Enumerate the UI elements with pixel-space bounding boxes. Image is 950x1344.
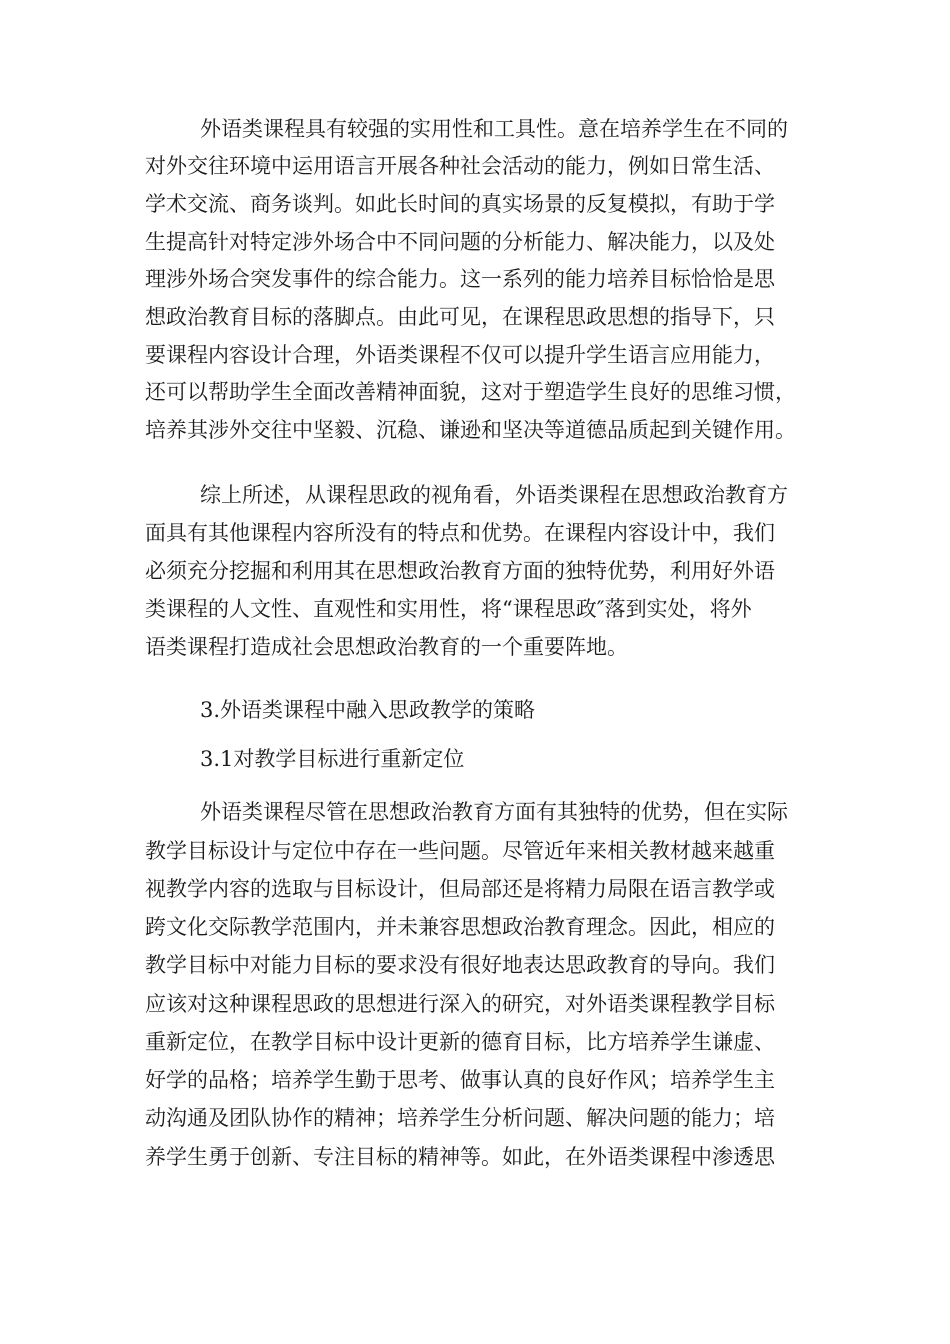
paragraph-1-line-2: 对外交往环境中运用语言开展各种社会活动的能力，例如日常生活、 [145,154,775,178]
paragraph-3-line-5: 教学目标中对能力目标的要求没有很好地表达思政教育的导向。我们 [145,953,775,977]
paragraph-1-line-7: 要课程内容设计合理，外语类课程不仅可以提升学生语言应用能力， [145,343,775,367]
paragraph-3-line-1: 外语类课程尽管在思想政治教育方面有其独特的优势，但在实际 [200,800,788,824]
paragraph-1-line-1: 外语类课程具有较强的实用性和工具性。意在培养学生在不同的 [200,117,788,141]
paragraph-3-line-10: 养学生勇于创新、专注目标的精神等。如此，在外语类课程中渗透思 [145,1145,775,1169]
paragraph-3-line-8: 好学的品格；培养学生勤于思考、做事认真的良好作风；培养学生主 [145,1068,775,1092]
paragraph-3-line-9: 动沟通及团队协作的精神；培养学生分析问题、解决问题的能力；培 [145,1106,775,1130]
paragraph-1-line-3: 学术交流、商务谈判。如此长时间的真实场景的反复模拟，有助于学 [145,192,775,216]
paragraph-2-line-5: 语类课程打造成社会思想政治教育的一个重要阵地。 [145,635,628,659]
paragraph-1-line-8: 还可以帮助学生全面改善精神面貌，这对于塑造学生良好的思维习惯， [145,380,796,404]
paragraph-2-line-2: 面具有其他课程内容所没有的特点和优势。在课程内容设计中，我们 [145,521,775,545]
paragraph-3-line-6: 应该对这种课程思政的思想进行深入的研究，对外语类课程教学目标 [145,992,775,1016]
section-heading-3-1: 3.1对教学目标进行重新定位 [200,747,465,771]
paragraph-3-line-4: 跨文化交际教学范围内，并未兼容思想政治教育理念。因此，相应的 [145,915,775,939]
paragraph-1-line-6: 想政治教育目标的落脚点。由此可见，在课程思政思想的指导下，只 [145,305,775,329]
paragraph-2-line-4: 类课程的人文性、直观性和实用性，将“课程思政″落到实处，将外 [145,597,752,621]
section-heading-3: 3.外语类课程中融入思政教学的策略 [200,698,536,722]
paragraph-1-line-4: 生提高针对特定涉外场合中不同问题的分析能力、解决能力，以及处 [145,230,775,254]
paragraph-2-line-3: 必须充分挖掘和利用其在思想政治教育方面的独特优势，利用好外语 [145,559,775,583]
paragraph-1-line-9: 培养其涉外交往中坚毅、沉稳、谦逊和坚决等道德品质起到关键作用。 [145,418,796,442]
paragraph-2-line-1: 综上所述，从课程思政的视角看，外语类课程在思想政治教育方 [200,483,788,507]
paragraph-3-line-2: 教学目标设计与定位中存在一些问题。尽管近年来相关教材越来越重 [145,839,775,863]
paragraph-3-line-7: 重新定位，在教学目标中设计更新的德育目标，比方培养学生谦虚、 [145,1030,775,1054]
paragraph-3-line-3: 视教学内容的选取与目标设计，但局部还是将精力局限在语言教学或 [145,877,775,901]
paragraph-1-line-5: 理涉外场合突发事件的综合能力。这一系列的能力培养目标恰恰是思 [145,267,775,291]
